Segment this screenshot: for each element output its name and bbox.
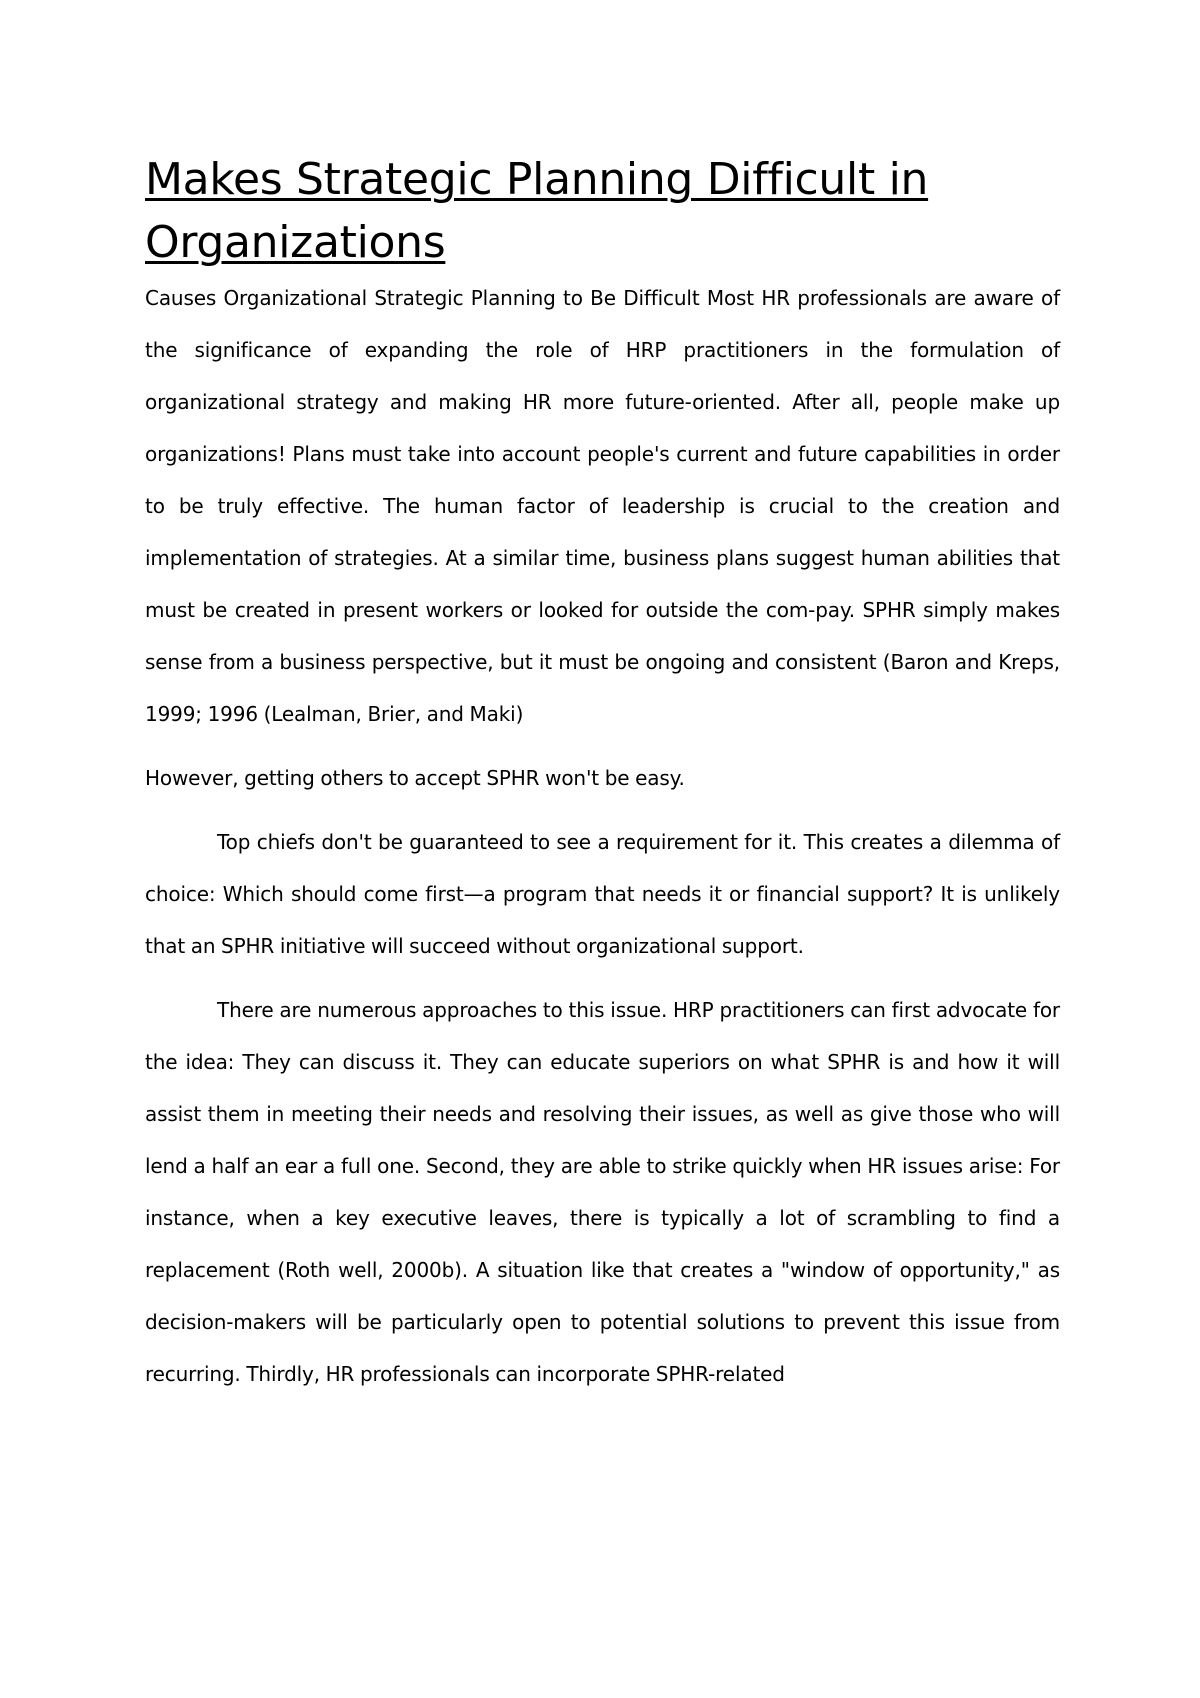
paragraph-top-chiefs: Top chiefs don't be guaranteed to see a requirement for it. This creates a dilemma of choice: Which should come first—a program that needs it or financial support? It is unlikely that an SPHR initiative will succeed without organizational support. [145, 830, 1060, 958]
document-title: Makes Strategic Planning Difficult in Organizations [145, 154, 929, 268]
paragraph-approaches: There are numerous approaches to this issue. HRP practitioners can first advocate for the idea: They can discuss it. They can educate superiors on what SPHR is and how it will assist them in meeting their needs and resolving their issues, as well as give those who will lend a half an ear a full one. Second, they are able to strike quickly when HR issues arise: For instance, when a key executive leaves, there is typically a lot of scrambling to find a replacement (Roth well, 2000b). A situation like that creates a "window of opportunity," as decision-makers will be particularly open to potential solutions to prevent this issue from recurring. Thirdly, HR professionals can incorporate SPHR-related [145, 998, 1060, 1386]
paragraph-intro: Causes Organizational Strategic Planning to Be Difficult Most HR professionals are aware of the significance of expanding the role of HRP practitioners in the formulation of organizational strategy and making HR more future-oriented. After all, people make up organizations! Plans must take into account people's current and future capabilities in order to be truly effective. The human factor of leadership is crucial to the creation and implementation of strategies. At a similar time, business plans suggest human abilities that must be created in present workers or looked for outside the com-pay. SPHR simply makes sense from a business perspective, but it must be ongoing and consistent (Baron and Kreps, 1999; 1996 (Lealman, Brier, and Maki) [145, 286, 1060, 726]
paragraph-acceptance: However, getting others to accept SPHR won't be easy. [145, 766, 685, 790]
document-page [145, 148, 1060, 1400]
